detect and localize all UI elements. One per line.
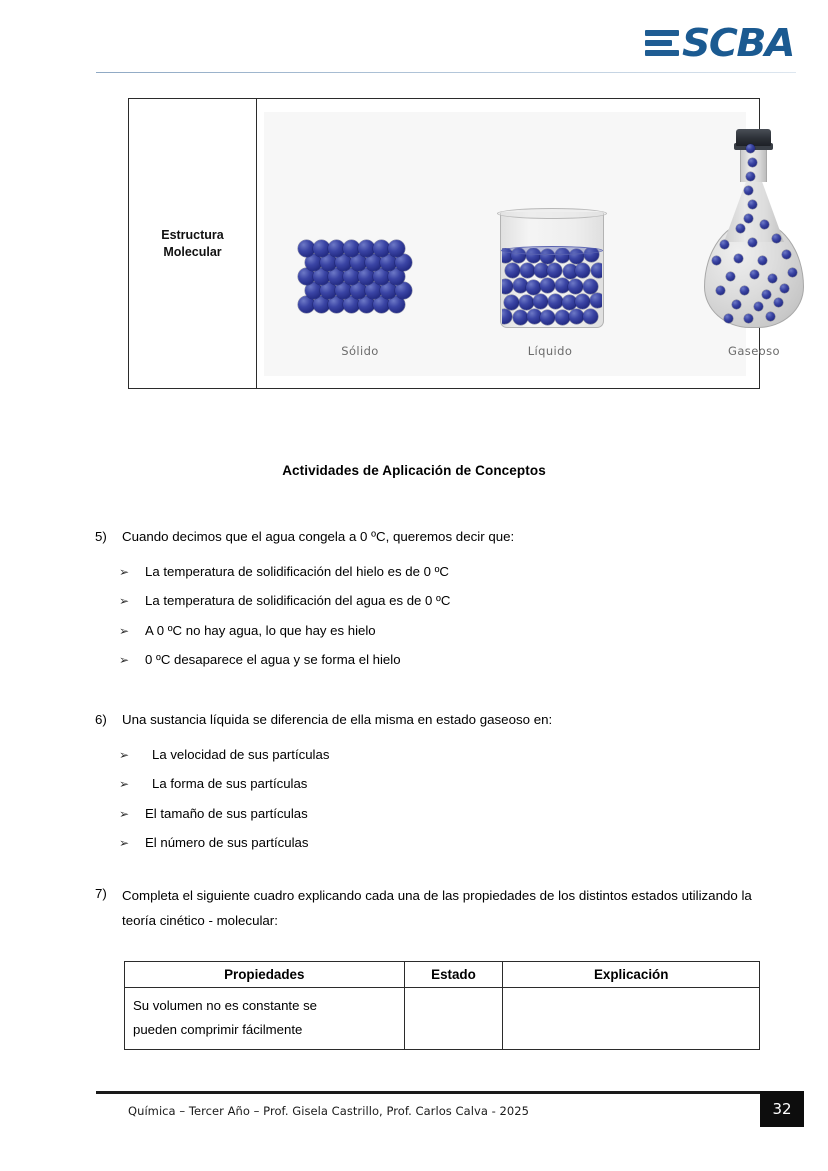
flask-stopper (736, 129, 771, 146)
propiedad-line1: Su volumen no es constante se (133, 998, 318, 1013)
option-label: 0 ºC desaparece el agua y se forma el hielo (145, 651, 401, 667)
option-item[interactable] (95, 562, 765, 582)
molecule-sphere (513, 310, 528, 325)
molecule-sphere (782, 250, 791, 259)
footer-divider (96, 1091, 760, 1094)
table-row (125, 988, 760, 1050)
molecule-sphere (748, 158, 757, 167)
molecule-sphere (740, 286, 749, 295)
molecule-sphere (569, 309, 584, 324)
molecule-sphere (754, 302, 763, 311)
structure-label-line2: Molecular (163, 244, 222, 259)
option-label: La forma de sus partículas (152, 776, 308, 792)
arrow-bullet-icon: ➢ (119, 835, 130, 850)
molecule-sphere (766, 312, 775, 321)
molecule-sphere (734, 254, 743, 263)
cell-estado[interactable] (404, 988, 503, 1050)
state-solid (276, 131, 444, 376)
molecule-sphere (590, 293, 602, 308)
question-7-number: 7) (95, 886, 107, 901)
molecule-sphere (788, 268, 797, 277)
molecule-sphere (547, 263, 562, 278)
molecule-sphere (502, 279, 513, 294)
option-item[interactable] (95, 650, 765, 670)
molecule-sphere (724, 314, 733, 323)
option-item[interactable] (95, 833, 765, 853)
solid-lattice-icon (300, 242, 424, 324)
arrow-bullet-icon: ➢ (119, 594, 130, 609)
structure-label-line1: Estructura (161, 227, 224, 242)
molecule-sphere (720, 240, 729, 249)
beaker-liquid-surface (501, 246, 603, 255)
molecule-sphere (568, 279, 583, 294)
option-label: A 0 ºC no hay agua, lo que hay es hielo (145, 622, 376, 638)
molecule-sphere (774, 298, 783, 307)
flask-icon (698, 128, 810, 328)
state-liquid (452, 131, 648, 376)
logo-e-icon (645, 30, 679, 57)
molecule-sphere (712, 256, 721, 265)
molecule-sphere (533, 294, 548, 309)
arrow-bullet-icon: ➢ (119, 564, 130, 579)
molecule-sphere (744, 314, 753, 323)
molecule-sphere (575, 294, 590, 309)
beaker-icon (500, 206, 604, 328)
option-item[interactable] (95, 591, 765, 611)
footer-text: Química – Tercer Año – Prof. Gisela Castrillo, Prof. Carlos Calva - 2025 (128, 1104, 529, 1118)
table-header-row (125, 962, 760, 988)
question-6 (95, 710, 765, 862)
molecule-sphere (748, 200, 757, 209)
molecular-structure-table (128, 98, 780, 389)
structure-label-cell (129, 99, 257, 388)
question-6-text: Una sustancia líquida se diferencia de ella misma en estado gaseoso en: (122, 712, 553, 727)
option-item[interactable] (95, 621, 765, 641)
molecule-sphere (583, 309, 598, 324)
beaker-particles (502, 248, 602, 326)
page-header (0, 0, 828, 80)
state-gas (656, 131, 828, 376)
header-divider (96, 72, 796, 73)
molecule-sphere (583, 279, 598, 294)
molecule-sphere (540, 310, 555, 325)
option-label: La temperatura de solidificación del agua es de 0 ºC (145, 593, 451, 609)
molecule-sphere (575, 263, 590, 278)
molecule-sphere (750, 270, 759, 279)
question-7 (95, 884, 765, 933)
column-header-propiedades: Propiedades (125, 962, 405, 988)
molecule-sphere (780, 284, 789, 293)
column-header-estado: Estado (404, 962, 503, 988)
molecule-sphere (746, 144, 755, 153)
arrow-bullet-icon: ➢ (119, 652, 130, 667)
state-caption-liquid: Líquido (527, 344, 573, 358)
structure-label (161, 227, 224, 261)
option-label: El tamaño de sus partículas (145, 805, 308, 821)
molecule-sphere (504, 295, 519, 310)
option-label: La velocidad de sus partículas (152, 746, 330, 762)
states-illustration-panel (264, 112, 780, 376)
molecule-sphere (758, 256, 767, 265)
cell-propiedad (125, 988, 405, 1050)
molecule-sphere (388, 240, 405, 257)
option-label: El número de sus partículas (145, 834, 309, 850)
option-label: La temperatura de solidificación del hielo es de 0 ºC (145, 563, 449, 579)
molecule-sphere (548, 294, 563, 309)
activities-title: Actividades de Aplicación de Conceptos (282, 463, 546, 478)
question-5-number: 5) (95, 529, 107, 544)
option-item[interactable] (95, 774, 765, 794)
question-6-options (95, 745, 765, 854)
molecule-sphere (520, 263, 535, 278)
state-caption-gas: Gaseoso (728, 344, 780, 358)
molecule-sphere (591, 263, 602, 278)
arrow-bullet-icon: ➢ (119, 806, 130, 821)
molecule-sphere (768, 274, 777, 283)
arrow-bullet-icon: ➢ (119, 623, 130, 638)
molecule-sphere (555, 310, 570, 325)
page-number: 32 (760, 1091, 804, 1127)
molecule-sphere (744, 214, 753, 223)
logo-text: SCBA (682, 21, 795, 65)
molecule-sphere (746, 172, 755, 181)
molecule-sphere (540, 278, 555, 293)
molecule-sphere (744, 186, 753, 195)
option-item[interactable] (95, 745, 765, 765)
molecule-sphere (526, 280, 541, 295)
molecule-sphere (519, 295, 534, 310)
arrow-bullet-icon: ➢ (119, 747, 130, 762)
state-caption-solid: Sólido (341, 344, 379, 358)
flask-shoulder (724, 176, 784, 242)
question-5 (95, 527, 765, 679)
beaker-rim (497, 208, 607, 219)
molecule-sphere (772, 234, 781, 243)
question-5-text: Cuando decimos que el agua congela a 0 ºC, queremos decir que: (122, 529, 515, 544)
escba-logo (645, 21, 795, 65)
molecule-sphere (502, 309, 512, 324)
question-6-number: 6) (95, 712, 107, 727)
molecule-sphere (726, 272, 735, 281)
molecule-sphere (762, 290, 771, 299)
molecule-sphere (748, 238, 757, 247)
molecule-sphere (716, 286, 725, 295)
molecule-sphere (736, 224, 745, 233)
propiedad-line2: pueden comprimir fácilmente (133, 1022, 303, 1038)
option-item[interactable] (95, 804, 765, 824)
molecule-sphere (505, 263, 520, 278)
molecule-sphere (732, 300, 741, 309)
cell-explicacion[interactable] (503, 988, 760, 1050)
question-7-text: Completa el siguiente cuadro explicando cada una de las propiedades de los distintos estados utilizando la teoría cinético - molecular: (122, 888, 752, 928)
structure-image-cell (257, 99, 780, 388)
question-5-options (95, 562, 765, 671)
molecule-sphere (760, 220, 769, 229)
arrow-bullet-icon: ➢ (119, 777, 130, 792)
properties-table (124, 961, 760, 1050)
column-header-explicacion: Explicación (503, 962, 760, 988)
